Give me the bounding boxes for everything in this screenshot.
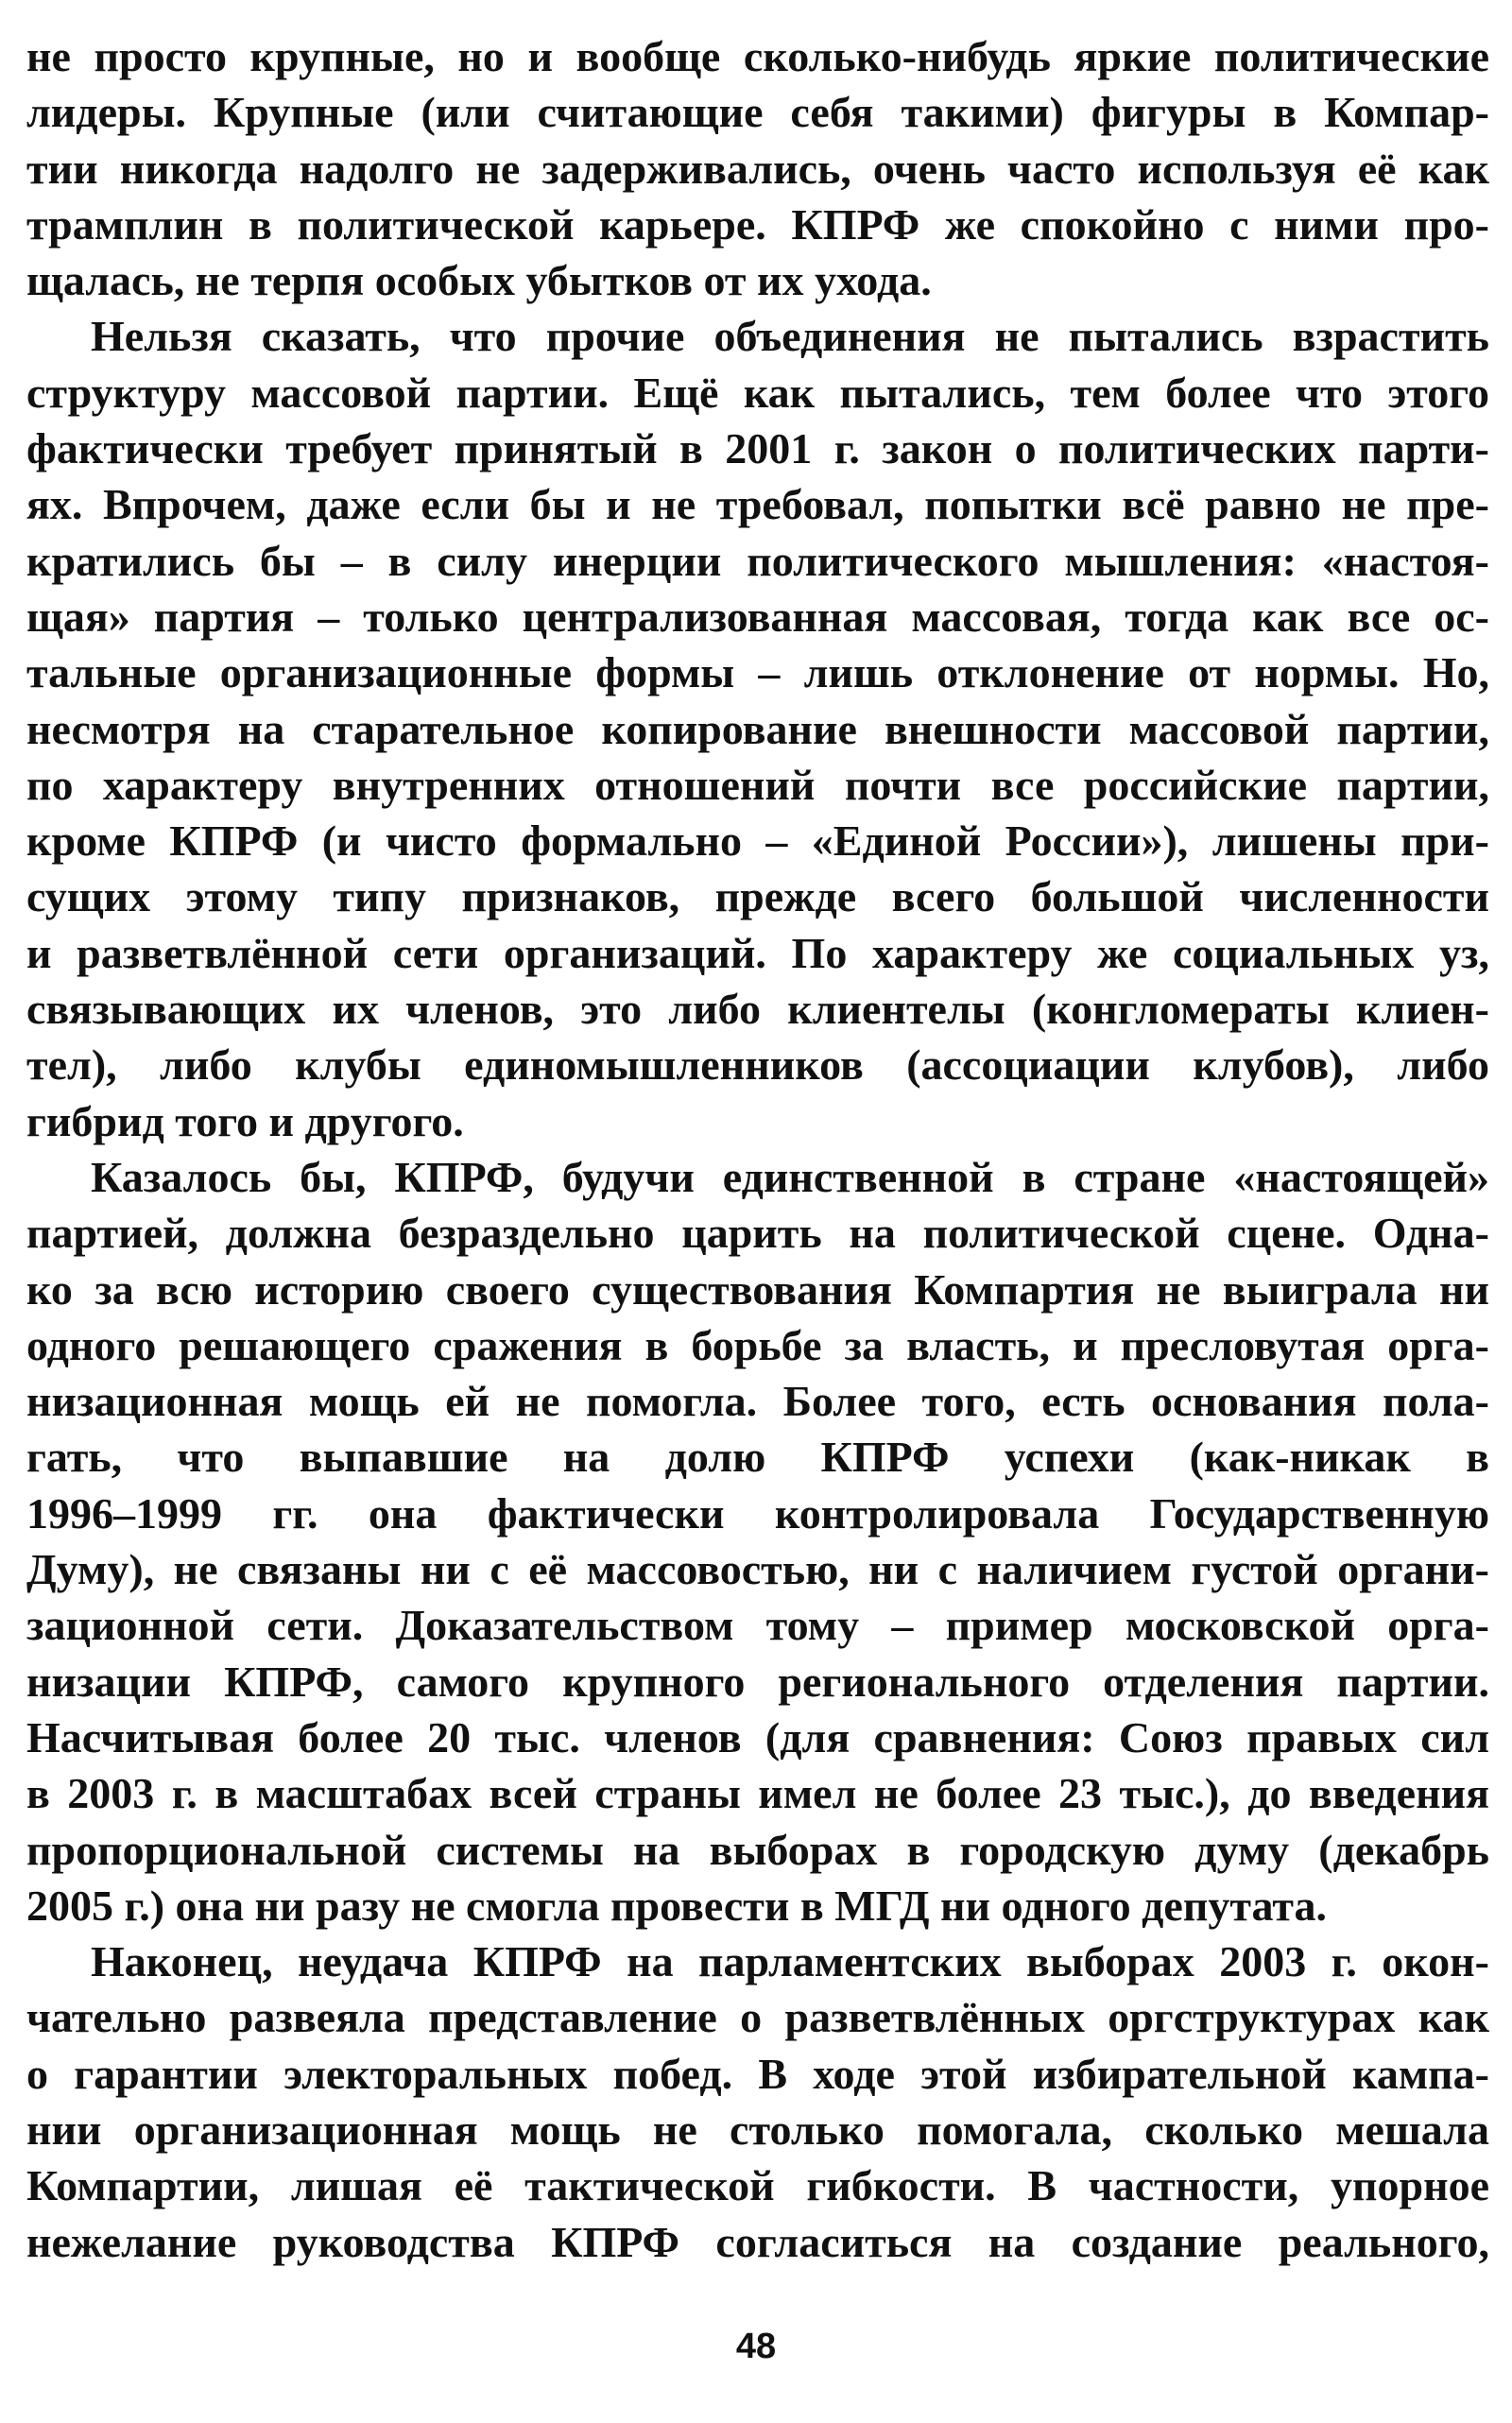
- text-line: 1996–1999 гг. она фактически контролировала Государственную: [26, 1488, 1489, 1538]
- text-line: пропорциональной системы на выборах в городскую думу (декабрь: [26, 1825, 1489, 1874]
- text-line: нежелание руководства КПРФ согласиться на создание реального,: [26, 2217, 1489, 2266]
- text-line: кроме КПРФ (и чисто формально – «Единой России»), лишены при-: [26, 816, 1489, 866]
- text-line: тальные организационные формы – лишь отклонение от нормы. Но,: [26, 648, 1489, 697]
- text-line: связывающих их членов, это либо клиентелы (конгломераты клиен-: [26, 985, 1489, 1034]
- paragraph: [26, 1933, 1489, 2270]
- text-line: трамплин в политической карьере. КПРФ же спокойно с ними про-: [26, 199, 1489, 249]
- text-line: Нельзя сказать, что прочие объединения не пытались взрастить: [91, 312, 1489, 361]
- text-line: гибрид того и другого.: [26, 1096, 464, 1145]
- text-line: по характеру внутренних отношений почти все российские партии,: [26, 760, 1489, 809]
- paragraph: [26, 308, 1489, 1148]
- text-line: зационной сети. Доказательством тому – пример московской орга-: [26, 1601, 1489, 1650]
- text-line: тел), либо клубы единомышленников (ассоциации клубов), либо: [26, 1040, 1489, 1090]
- text-line: о гарантии электоральных побед. В ходе этой избирательной кампа-: [26, 2049, 1489, 2098]
- text-line: не просто крупные, но и вообще сколько-нибудь яркие политические: [26, 32, 1489, 80]
- text-line: Компартии, лишая её тактической гибкости. В частности, упорное: [26, 2161, 1489, 2210]
- text-line: тии никогда надолго не задерживались, очень часто используя её как: [26, 144, 1489, 193]
- text-line: низационная мощь ей не помогла. Более того, есть основания пола-: [26, 1377, 1489, 1426]
- text-line: несмотря на старательное копирование внешности массовой партии,: [26, 704, 1489, 753]
- text-line: ко за всю историю своего существования Компартия не выиграла ни: [26, 1264, 1489, 1314]
- text-line: Казалось бы, КПРФ, будучи единственной в стране «настоящей»: [91, 1152, 1489, 1201]
- paragraph: [26, 28, 1489, 308]
- text-line: фактически требует принятый в 2001 г. закон о политических парти-: [26, 424, 1489, 473]
- page-number: 48: [735, 2327, 777, 2366]
- text-line: структуру массовой партии. Ещё как пытались, тем более что этого: [26, 368, 1489, 417]
- text-line: чательно развеяла представление о разветвлённых оргструктурах как: [26, 1993, 1489, 2042]
- text-line: Думу), не связаны ни с её массовостью, ни с наличием густой органи-: [26, 1545, 1489, 1594]
- text-line: низации КПРФ, самого крупного регионального отделения партии.: [26, 1657, 1489, 1706]
- text-line: Насчитывая более 20 тыс. членов (для сравнения: Союз правых сил: [26, 1712, 1489, 1761]
- text-line: щалась, не терпя особых убытков от их ухода.: [26, 256, 932, 305]
- paragraph: [26, 1149, 1489, 1933]
- text-line: кратились бы – в силу инерции политического мышления: «настоя-: [26, 536, 1489, 585]
- text-line: партией, должна безраздельно царить на политической сцене. Одна-: [26, 1209, 1489, 1258]
- text-line: Наконец, неудача КПРФ на парламентских выборах 2003 г. окон-: [91, 1937, 1489, 1986]
- text-line: нии организационная мощь не столько помогала, сколько мешала: [26, 2105, 1489, 2154]
- text-line: одного решающего сражения в борьбе за власть, и пресловутая орга-: [26, 1320, 1489, 1369]
- text-line: и разветвлённой сети организаций. По характеру же социальных уз,: [26, 928, 1489, 977]
- text-line: сущих этому типу признаков, прежде всего большой численности: [26, 872, 1489, 921]
- text-line: лидеры. Крупные (или считающие себя такими) фигуры в Компар-: [26, 88, 1489, 137]
- text-line: ях. Впрочем, даже если бы и не требовал, попытки всё равно не пре-: [26, 480, 1489, 529]
- text-line: гать, что выпавшие на долю КПРФ успехи (как-никак в: [26, 1433, 1489, 1482]
- body-text: [26, 28, 1489, 2270]
- text-line: щая» партия – только централизованная массовая, тогда как все ос-: [26, 592, 1489, 641]
- text-line: 2005 г.) она ни разу не смогла провести в МГД ни одного депутата.: [26, 1881, 1327, 1930]
- text-line: в 2003 г. в масштабах всей страны имел не более 23 тыс.), до введения: [26, 1769, 1489, 1818]
